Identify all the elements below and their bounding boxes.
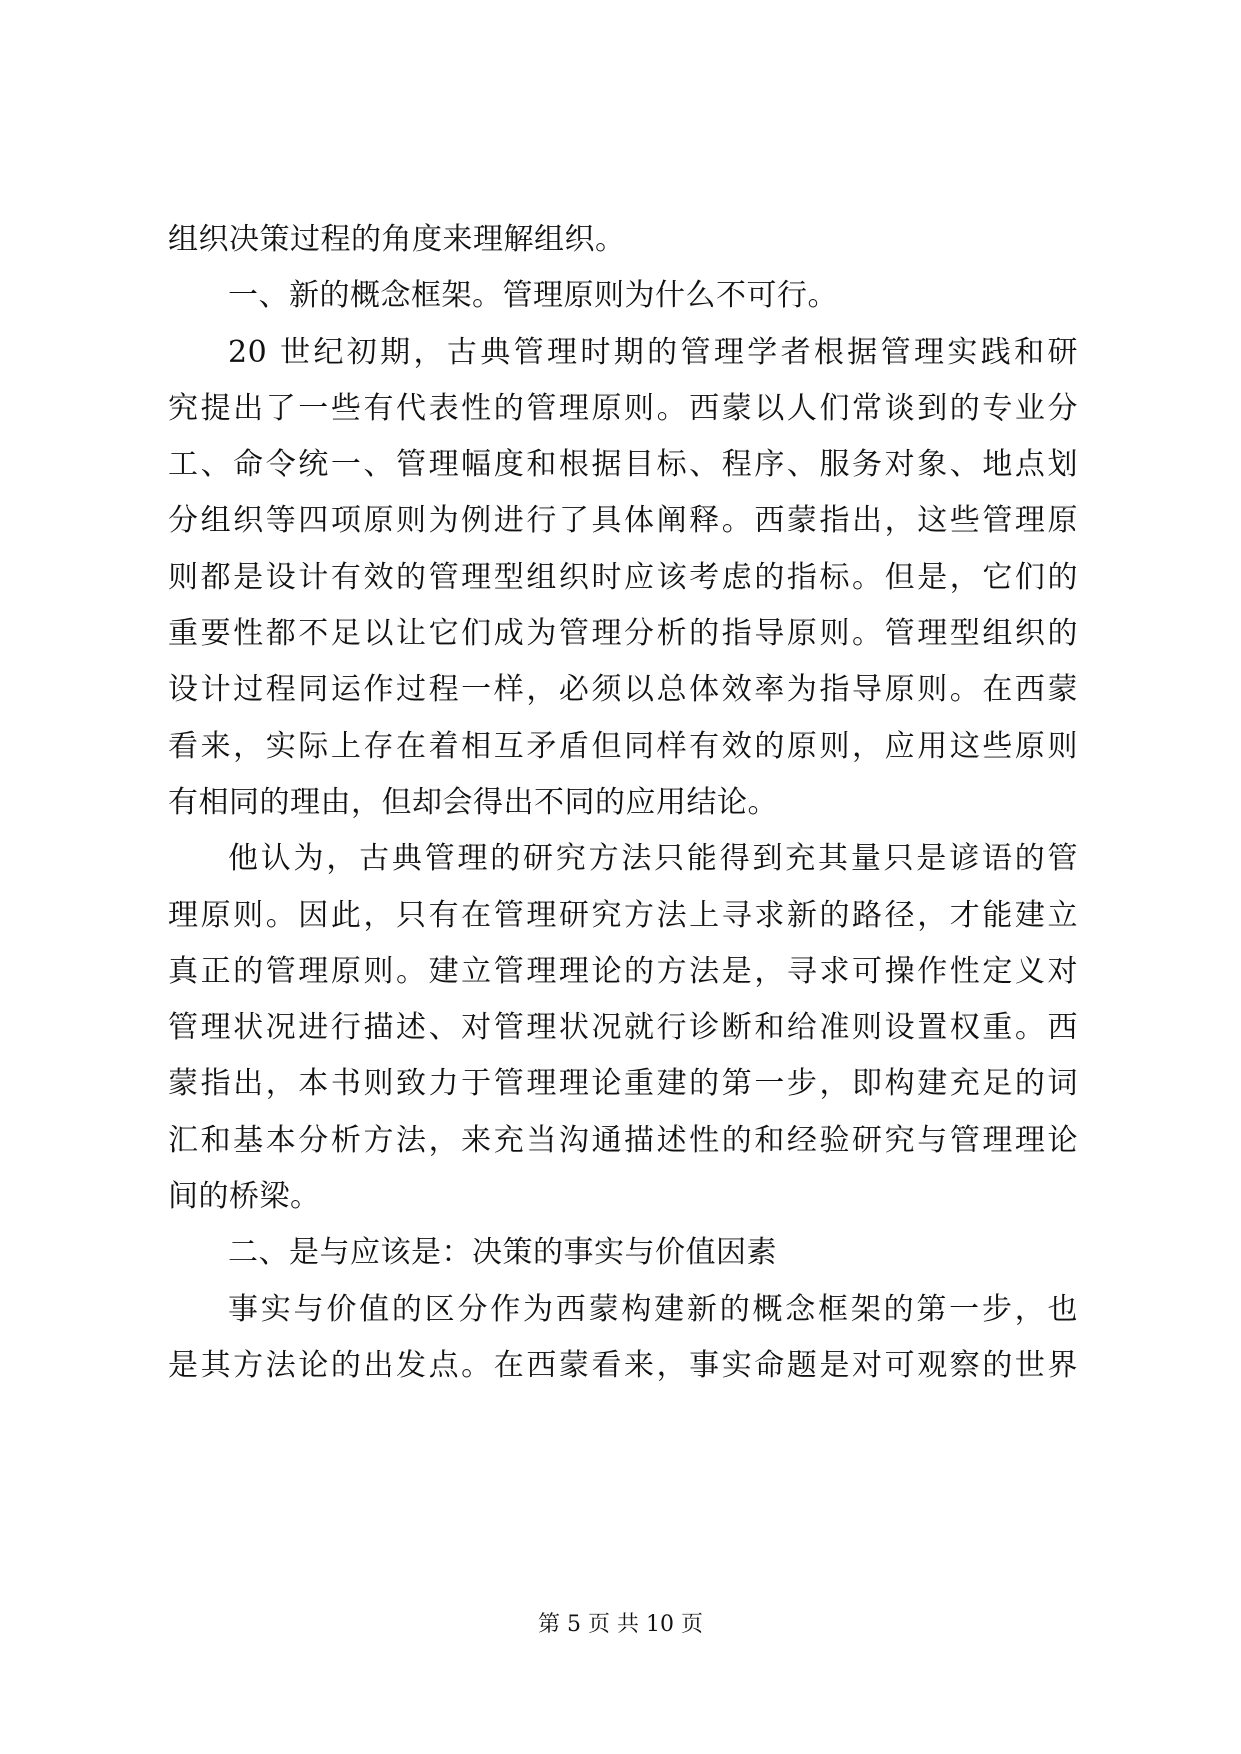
text-line: 分组织等四项原则为例进行了具体阐释。西蒙指出，这些管理原 — [168, 503, 1078, 539]
text-line: 有相同的理由，但却会得出不同的应用结论。 — [168, 784, 778, 820]
text-line: 看来，实际上存在着相互矛盾但同样有效的原则，应用这些原则 — [168, 728, 1078, 764]
text-line: 设计过程同运作过程一样，必须以总体效率为指导原则。在西蒙 — [168, 672, 1078, 708]
body-text — [168, 212, 1078, 1394]
text-line: 他认为，古典管理的研究方法只能得到充其量只是谚语的管 — [228, 841, 1078, 877]
section-heading: 一、新的概念框架。管理原则为什么不可行。 — [228, 278, 838, 314]
text-line: 事实与价值的区分作为西蒙构建新的概念框架的第一步，也 — [228, 1291, 1078, 1327]
text-line: 真正的管理原则。建立管理理论的方法是，寻求可操作性定义对 — [168, 953, 1078, 989]
text-line: 间的桥梁。 — [168, 1179, 321, 1215]
text-line: 20 世纪初期，古典管理时期的管理学者根据管理实践和研 — [228, 334, 1078, 370]
text-line: 蒙指出，本书则致力于管理理论重建的第一步，即构建充足的词 — [168, 1066, 1078, 1102]
section-heading: 二、是与应该是：决策的事实与价值因素 — [228, 1235, 777, 1271]
text-line: 组织决策过程的角度来理解组织。 — [168, 222, 626, 257]
text-line: 则都是设计有效的管理型组织时应该考虑的指标。但是，它们的 — [168, 559, 1078, 595]
text-line: 工、命令统一、管理幅度和根据目标、程序、服务对象、地点划 — [168, 447, 1078, 483]
page-number-footer: 第 5 页 共 10 页 — [538, 1612, 703, 1637]
text-line: 理原则。因此，只有在管理研究方法上寻求新的路径，才能建立 — [168, 897, 1078, 933]
text-line: 究提出了一些有代表性的管理原则。西蒙以人们常谈到的专业分 — [168, 390, 1078, 426]
text-line: 管理状况进行描述、对管理状况就行诊断和给准则设置权重。西 — [168, 1010, 1078, 1046]
text-line: 重要性都不足以让它们成为管理分析的指导原则。管理型组织的 — [168, 616, 1078, 652]
text-line: 汇和基本分析方法，来充当沟通描述性的和经验研究与管理理论 — [168, 1122, 1078, 1158]
text-line: 是其方法论的出发点。在西蒙看来，事实命题是对可观察的世界 — [168, 1347, 1078, 1383]
